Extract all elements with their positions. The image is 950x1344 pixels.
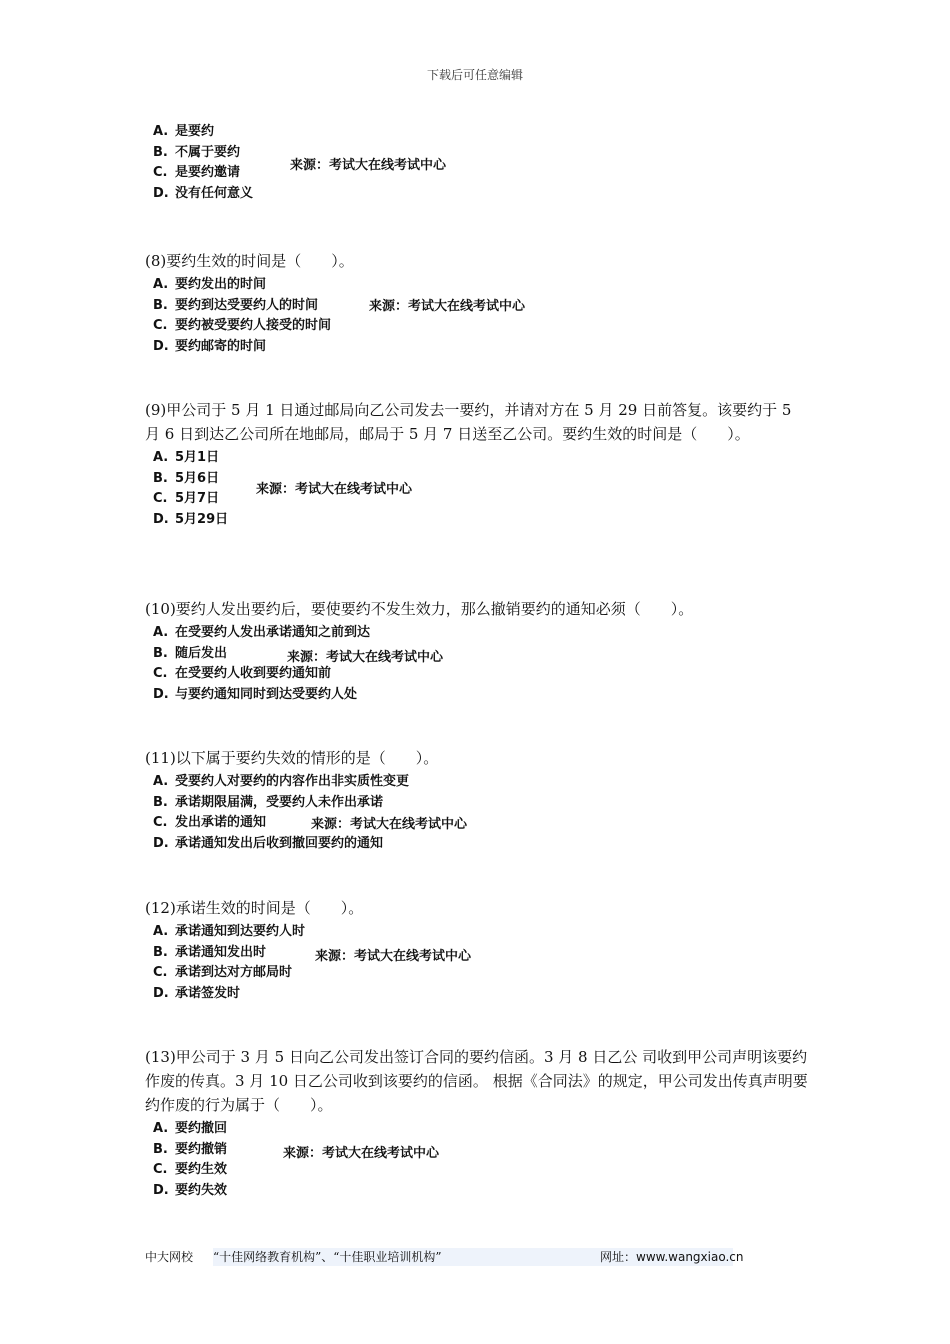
question-text: (9)甲公司于 5 月 1 日通过邮局向乙公司发去一要约，并请对方在 5 月 29 日前答复。该要约于 5 月 6 日到达乙公司所在地邮局，邮局于 5 月 7 日送至乙公司。要约生效的时间是（ ）。 (145, 401, 792, 443)
question-text: (13)甲公司于 3 月 5 日向乙公司发出签订合同的要约信函。3 月 8 日乙公 司收到甲公司声明该要约作废的传真。3 月 10 日乙公司收到该要约的信函。 根据《合同法》的规定，甲公司发出传真声明要约作废的行为属于（ ）。 (145, 1048, 808, 1114)
option-c: C. 承诺到达对方邮局时 (153, 965, 293, 980)
question-block (145, 896, 810, 1004)
option-b: B. 承诺期限届满，受要约人未作出承诺 (153, 794, 384, 810)
option-b: B. 承诺通知发出时 (153, 944, 267, 960)
option-b: B. 5月6日 (153, 470, 220, 486)
options-list (145, 922, 810, 1004)
question-block (145, 597, 810, 705)
option-b: B. 随后发出 (153, 645, 228, 661)
option-c: C. 是要约邀请 (153, 165, 241, 180)
option-b: B. 不属于要约 (153, 144, 241, 160)
option-d: D. 要约失效 (153, 1182, 228, 1198)
option-c: C. 要约被受要约人接受的时间 (153, 318, 332, 333)
option-b: B. 要约撤销 (153, 1141, 228, 1157)
option-a: A. 是要约 (153, 124, 215, 139)
option-a: A. 在受要约人发出承诺通知之前到达 (153, 625, 371, 640)
source-note: 来源：考试大在线考试中心 (311, 817, 468, 832)
option-d: D. 承诺签发时 (153, 985, 241, 1001)
footer-school: 中大网校 (145, 1250, 194, 1264)
question-block (145, 746, 810, 854)
source-note: 来源：考试大在线考试中心 (315, 949, 472, 964)
option-c: C. 要约生效 (153, 1162, 228, 1177)
page-footer (145, 1248, 745, 1266)
options-list (145, 275, 810, 357)
option-d: D. 要约邮寄的时间 (153, 338, 267, 354)
source-note: 来源：考试大在线考试中心 (290, 158, 447, 173)
source-note: 来源：考试大在线考试中心 (369, 299, 526, 314)
page-header: 下载后可任意编辑 (426, 68, 523, 82)
footer-slogan: “十佳网络教育机构”、“十佳职业培训机构” (213, 1248, 733, 1266)
question-text: (12)承诺生效的时间是（ ）。 (145, 899, 364, 917)
option-b: B. 要约到达受要约人的时间 (153, 297, 319, 313)
options-list (145, 623, 810, 705)
question-text: (10)要约人发出要约后，要使要约不发生效力，那么撤销要约的通知必须（ ）。 (145, 600, 694, 618)
option-a: A. 受要约人对要约的内容作出非实质性变更 (153, 774, 410, 789)
option-a: A. 5月1日 (153, 450, 220, 465)
option-a: A. 要约发出的时间 (153, 277, 267, 292)
option-a: A. 要约撤回 (153, 1121, 228, 1136)
option-c: C. 发出承诺的通知 (153, 815, 267, 830)
option-c: C. 5月7日 (153, 491, 220, 506)
option-d: D. 5月29日 (153, 511, 229, 527)
question-block (145, 1045, 810, 1201)
question-block (145, 398, 810, 530)
question-text: (11)以下属于要约失效的情形的是（ ）。 (145, 749, 439, 767)
source-note: 来源：考试大在线考试中心 (287, 650, 444, 665)
option-d: D. 承诺通知发出后收到撤回要约的通知 (153, 835, 384, 851)
option-c: C. 在受要约人收到要约通知前 (153, 666, 332, 681)
option-a: A. 承诺通知到达要约人时 (153, 924, 306, 939)
question-block (145, 122, 810, 204)
footer-website[interactable]: 网址：www.wangxiao.cn (600, 1250, 744, 1264)
options-list (145, 448, 810, 530)
option-d: D. 与要约通知同时到达受要约人处 (153, 686, 358, 702)
option-d: D. 没有任何意义 (153, 185, 254, 201)
source-note: 来源：考试大在线考试中心 (256, 482, 413, 497)
question-block (145, 249, 810, 357)
source-note: 来源：考试大在线考试中心 (283, 1146, 440, 1161)
question-text: (8)要约生效的时间是（ ）。 (145, 252, 354, 270)
options-list (145, 122, 810, 204)
options-list (145, 772, 810, 854)
options-list (145, 1119, 810, 1201)
